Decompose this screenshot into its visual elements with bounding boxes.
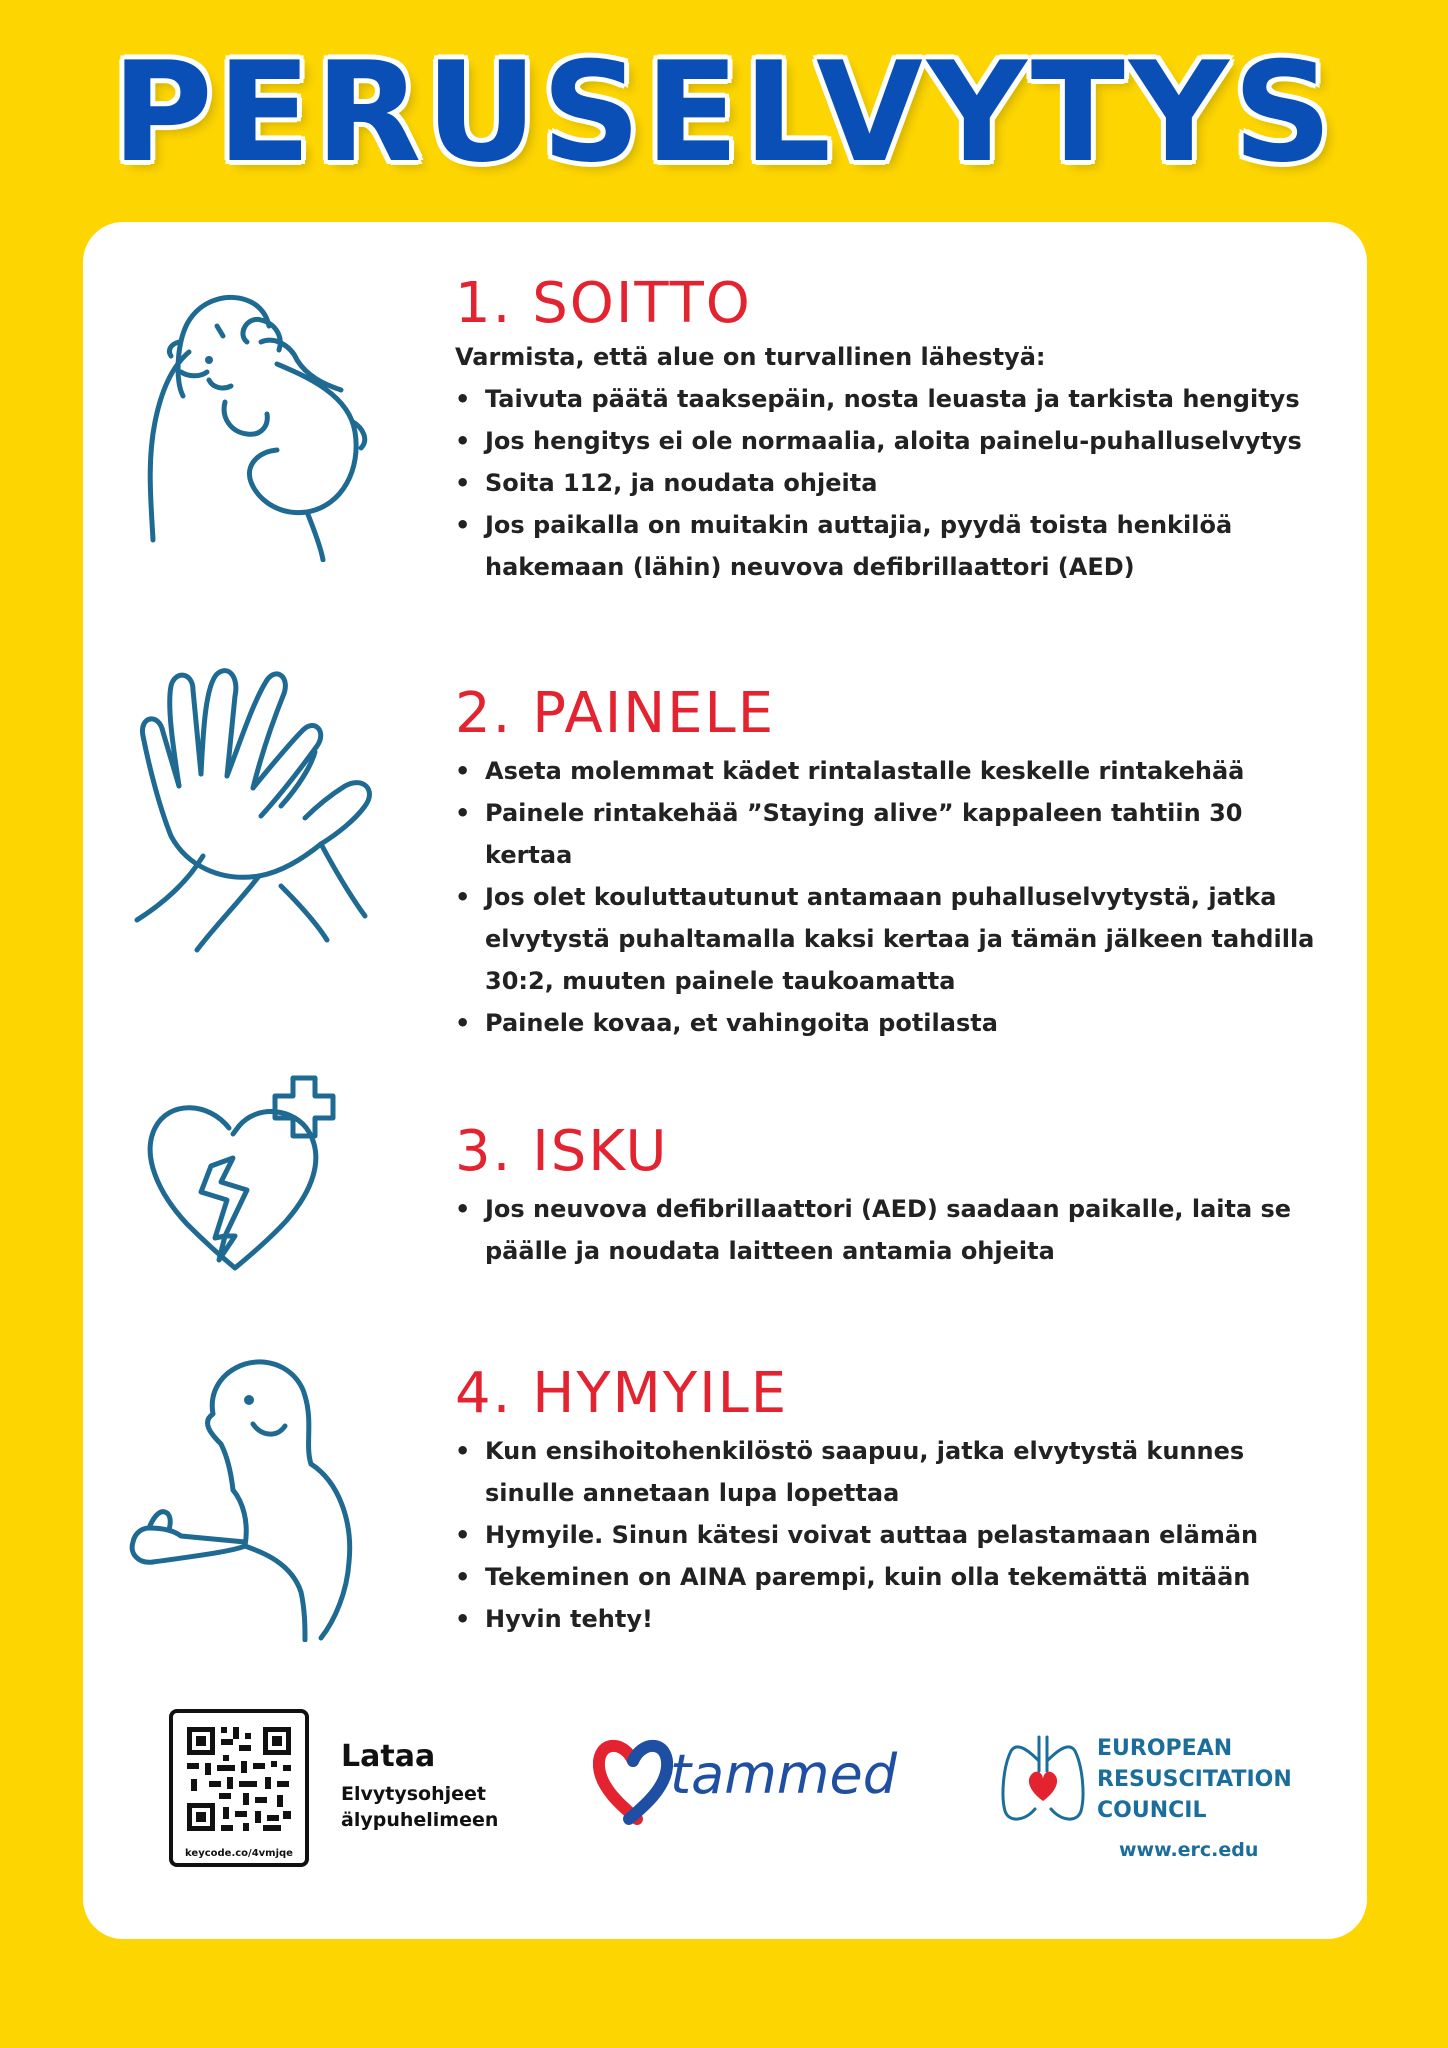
list-item: • Tekeminen on AINA parempi, kuin olla tekemättä mitään: [455, 1556, 1315, 1598]
list-item: • Hymyile. Sinun kätesi voivat auttaa pelastamaan elämän: [455, 1514, 1315, 1556]
download-subtitle-line-1: Elvytysohjeet: [341, 1783, 486, 1805]
list-item: • Taivuta päätä taaksepäin, nosta leuasta ja tarkista hengitys: [455, 378, 1315, 420]
step-1-list: [455, 378, 1315, 588]
qr-code[interactable]: [169, 1709, 309, 1867]
erc-url-link[interactable]: www.erc.edu: [1119, 1839, 1259, 1861]
step-2-heading: 2. PAINELE: [455, 681, 776, 746]
step-3-heading: 3. ISKU: [455, 1119, 669, 1184]
tammed-wordmark: tammed: [670, 1743, 897, 1806]
page-title: PERUSELVYTYS: [111, 32, 1337, 193]
step-1-lead: Varmista, että alue on turvallinen lähestyä:: [455, 343, 1046, 371]
step-2-list: [455, 750, 1315, 1044]
list-item: • Hyvin tehty!: [455, 1598, 1315, 1640]
lungs-heart-icon: [999, 1731, 1089, 1831]
person-phone-icon: [127, 272, 387, 562]
person-thumbs-up-icon: [121, 1352, 391, 1642]
step-3-list: [455, 1188, 1315, 1272]
download-subtitle-line-2: älypuhelimeen: [341, 1809, 499, 1831]
step-4-list: [455, 1430, 1315, 1640]
list-item: • Kun ensihoitohenkilöstö saapuu, jatka elvytystä kunnes sinulle annetaan lupa lopettaa: [455, 1430, 1315, 1514]
content-card: [83, 222, 1367, 1939]
footer: [83, 1709, 1367, 1889]
step-4-heading: 4. HYMYILE: [455, 1361, 789, 1426]
download-subtitle: [341, 1781, 541, 1833]
list-item: • Jos neuvova defibrillaattori (AED) saadaan paikalle, laita se päälle ja noudata laitteen antamia ohjeita: [455, 1188, 1315, 1272]
list-item: • Painele kovaa, et vahingoita potilasta: [455, 1002, 1315, 1044]
list-item: • Painele rintakehää ”Staying alive” kappaleen tahtiin 30 kertaa: [455, 792, 1315, 876]
list-item: • Jos olet kouluttautunut antamaan puhalluselvytystä, jatka elvytystä puhaltamalla kaksi kertaa ja tämän jälkeen tahdilla 30:2, muuten painele taukoamatta: [455, 876, 1315, 1002]
list-item: • Jos paikalla on muitakin auttajia, pyydä toista henkilöä hakemaan (lähin) neuvova defibrillaattori (AED): [455, 504, 1315, 588]
hands-compression-icon: [131, 656, 391, 956]
tammed-logo: [593, 1731, 973, 1841]
step-1-heading: 1. SOITTO: [455, 271, 752, 336]
erc-name-line-2: RESUSCITATION: [1097, 1767, 1292, 1792]
qr-code-icon: [179, 1719, 299, 1839]
list-item: • Soita 112, ja noudata ohjeita: [455, 462, 1315, 504]
erc-name-line-3: COUNCIL: [1097, 1798, 1207, 1823]
heart-defibrillator-icon: [143, 1064, 383, 1284]
qr-caption: keycode.co/4vmjqe: [185, 1848, 293, 1859]
download-title: Lataa: [341, 1739, 436, 1774]
list-item: • Aseta molemmat kädet rintalastalle keskelle rintakehää: [455, 750, 1315, 792]
heart-logo-icon: [593, 1731, 673, 1831]
erc-name: [1097, 1733, 1292, 1826]
erc-name-line-1: EUROPEAN: [1097, 1736, 1233, 1761]
list-item: • Jos hengitys ei ole normaalia, aloita painelu-puhalluselvytys: [455, 420, 1315, 462]
